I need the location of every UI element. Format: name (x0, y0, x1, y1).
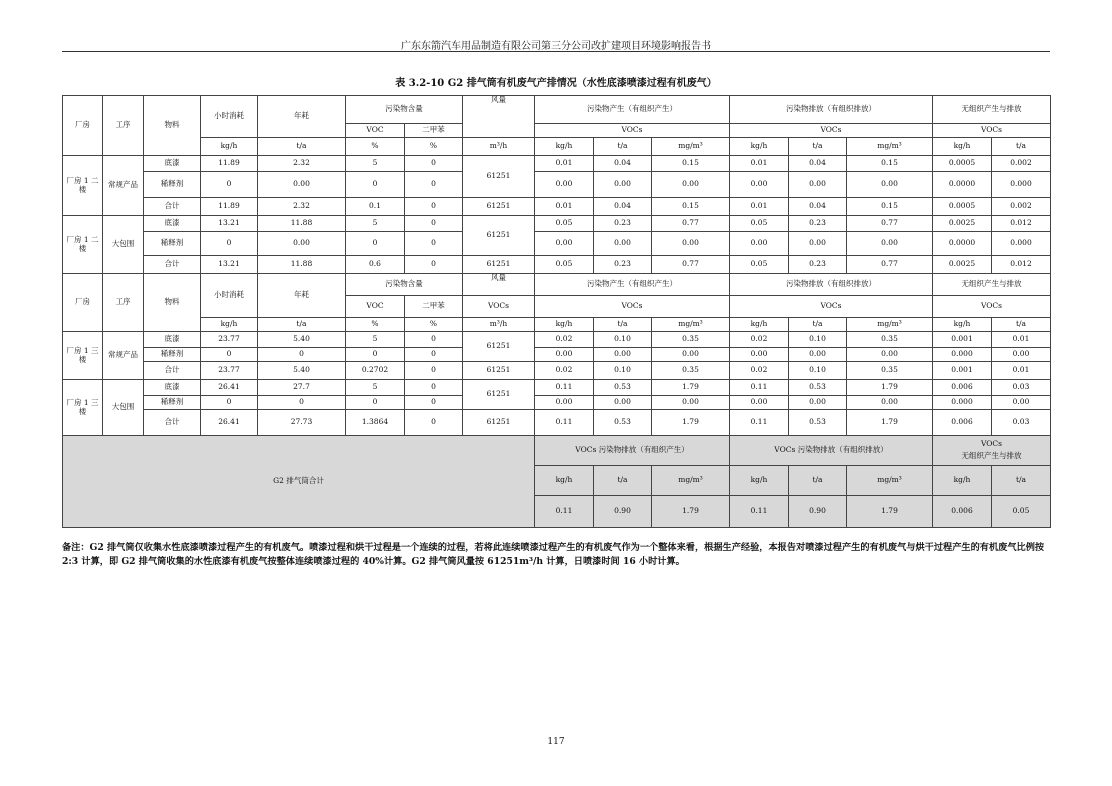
header-vocs: VOCs (933, 296, 1051, 318)
value-cell: 0.04 (594, 198, 652, 216)
value-cell: 0.05 (535, 216, 594, 232)
value-cell: 0 (405, 396, 463, 410)
value-cell: 0.04 (594, 156, 652, 172)
value-cell: 0.23 (594, 216, 652, 232)
value-cell: 0.53 (594, 410, 652, 436)
value-cell: 0.23 (789, 256, 847, 274)
value-cell: 0.01 (992, 362, 1051, 380)
value-cell: 0.35 (652, 332, 730, 348)
unit-cell: kg/h (201, 318, 258, 332)
value-cell: 0.02 (730, 362, 789, 380)
value-cell: 0.00 (789, 396, 847, 410)
value-cell: 0.00 (992, 396, 1051, 410)
value-cell: 0.01 (992, 332, 1051, 348)
value-cell: 0.00 (730, 232, 789, 256)
value-cell: 0.11 (730, 410, 789, 436)
header-hourly: 小时消耗 (201, 274, 258, 318)
value-cell: 0.001 (933, 332, 992, 348)
value-cell: 11.89 (201, 156, 258, 172)
page-number: 117 (547, 737, 565, 747)
table-row (63, 332, 1051, 348)
value-cell: 0.000 (992, 232, 1051, 256)
airflow-cell: 61251 (463, 380, 535, 410)
value-cell: 0.6 (346, 256, 405, 274)
unit-cell: t/a (789, 318, 847, 332)
table-row (63, 232, 1051, 256)
airflow-cell: 61251 (463, 216, 535, 256)
value-cell: 26.41 (201, 380, 258, 396)
value-cell: 0.1 (346, 198, 405, 216)
unit-cell: kg/h (730, 318, 789, 332)
value-cell: 23.77 (201, 362, 258, 380)
header-airflow: 风量 (463, 274, 535, 296)
unit-cell: kg/h (933, 318, 992, 332)
value-cell: 0 (405, 332, 463, 348)
header-content: 污染物含量 (346, 274, 463, 296)
header-unorganized: 无组织产生与排放 (933, 274, 1051, 296)
value-cell: 0.00 (535, 348, 594, 362)
table-caption: 表 3.2-10 G2 排气筒有机废气产排情况（水性底漆喷漆过程有机废气） (395, 78, 717, 89)
material-cell: 底漆 (144, 216, 201, 232)
header-airflow: 风量 (463, 96, 535, 138)
header-material: 物料 (144, 274, 201, 332)
value-cell: 0.77 (847, 256, 933, 274)
value-cell: 0.0000 (933, 172, 992, 198)
value-cell: 0.00 (652, 172, 730, 198)
value-cell: 0.00 (730, 396, 789, 410)
unit-cell: t/a (594, 318, 652, 332)
value-cell: 0.012 (992, 256, 1051, 274)
material-cell: 底漆 (144, 332, 201, 348)
value-cell: 0 (258, 348, 346, 362)
value-cell: 0.0005 (933, 156, 992, 172)
value-cell: 0.04 (789, 198, 847, 216)
value-cell: 1.79 (847, 380, 933, 396)
unit-cell: kg/h (201, 138, 258, 156)
table-body (63, 96, 1051, 528)
value-cell: 0.00 (789, 232, 847, 256)
header-process: 工序 (103, 274, 144, 332)
header-org-generation: 污染物产生（有组织产生） (535, 274, 730, 296)
value-cell: 0 (201, 172, 258, 198)
value-cell: 0 (258, 396, 346, 410)
header-factory: 厂房 (63, 274, 103, 332)
value-cell: 0.01 (535, 156, 594, 172)
value-cell: 1.3864 (346, 410, 405, 436)
header-vocs: VOCs (535, 124, 730, 138)
value-cell: 0.012 (992, 216, 1051, 232)
table-row (63, 172, 1051, 198)
value-cell: 0 (346, 172, 405, 198)
value-cell: 5 (346, 216, 405, 232)
material-cell: 合计 (144, 256, 201, 274)
value-cell: 0.11 (535, 380, 594, 396)
factory-cell: 厂房 1 三楼 (63, 332, 103, 380)
value-cell: 0.35 (847, 362, 933, 380)
value-cell: 0 (405, 172, 463, 198)
value-cell: 0.01 (535, 198, 594, 216)
value-cell: 0.0005 (933, 198, 992, 216)
unit-cell: t/a (258, 318, 346, 332)
value-cell: 0.02 (535, 362, 594, 380)
value-cell: 0.00 (847, 348, 933, 362)
value-cell: 11.89 (201, 198, 258, 216)
summary-unit-cell: kg/h (730, 466, 789, 496)
airflow-cell: 61251 (463, 332, 535, 362)
value-cell: 0.000 (933, 348, 992, 362)
material-cell: 合计 (144, 410, 201, 436)
value-cell: 0.10 (594, 332, 652, 348)
value-cell: 11.88 (258, 216, 346, 232)
value-cell: 0.23 (594, 256, 652, 274)
summary-unit-cell: kg/h (933, 466, 992, 496)
value-cell: 0.00 (652, 232, 730, 256)
unit-cell: % (405, 138, 463, 156)
value-cell: 1.79 (652, 380, 730, 396)
summary-unit-cell: t/a (992, 466, 1051, 496)
value-cell: 13.21 (201, 216, 258, 232)
header-factory: 厂房 (63, 96, 103, 156)
factory-cell: 厂房 1 二楼 (63, 216, 103, 274)
unit-cell: kg/h (933, 138, 992, 156)
value-cell: 0.15 (652, 198, 730, 216)
process-cell: 常规产品 (103, 332, 144, 380)
value-cell: 0 (405, 256, 463, 274)
unit-cell: kg/h (535, 318, 594, 332)
value-cell: 0.03 (992, 410, 1051, 436)
summary-value-cell: 0.90 (789, 496, 847, 528)
table-row (63, 348, 1051, 362)
value-cell: 0.10 (789, 332, 847, 348)
factory-cell: 厂房 1 三楼 (63, 380, 103, 436)
value-cell: 0.77 (652, 216, 730, 232)
value-cell: 0.2702 (346, 362, 405, 380)
summary-gen-title: VOCs 污染物排放（有组织产生） (535, 436, 730, 466)
value-cell: 0.00 (535, 396, 594, 410)
value-cell: 0.00 (594, 396, 652, 410)
value-cell: 5.40 (258, 362, 346, 380)
material-cell: 稀释剂 (144, 396, 201, 410)
value-cell: 0.15 (652, 156, 730, 172)
header-vocs: VOCs (730, 296, 933, 318)
unit-cell: t/a (789, 138, 847, 156)
value-cell: 0.00 (535, 232, 594, 256)
value-cell: 0.05 (730, 256, 789, 274)
unit-cell: % (346, 138, 405, 156)
value-cell: 0.002 (992, 156, 1051, 172)
value-cell: 0.03 (992, 380, 1051, 396)
summary-value-cell: 0.90 (594, 496, 652, 528)
table-row (63, 396, 1051, 410)
value-cell: 0.53 (789, 380, 847, 396)
summary-unit-cell: mg/m³ (847, 466, 933, 496)
value-cell: 0.00 (730, 348, 789, 362)
value-cell: 0.0025 (933, 216, 992, 232)
header-voc: VOC (346, 124, 405, 138)
value-cell: 0.35 (847, 332, 933, 348)
value-cell: 0.00 (992, 348, 1051, 362)
value-cell: 0.05 (730, 216, 789, 232)
value-cell: 1.79 (847, 410, 933, 436)
header-unorganized: 无组织产生与排放 (933, 96, 1051, 124)
value-cell: 0.05 (535, 256, 594, 274)
unit-cell: t/a (992, 138, 1051, 156)
value-cell: 0 (405, 348, 463, 362)
value-cell: 0.00 (594, 172, 652, 198)
table-row (63, 362, 1051, 380)
unit-cell: mg/m³ (847, 318, 933, 332)
unit-cell: kg/h (535, 138, 594, 156)
value-cell: 61251 (463, 410, 535, 436)
table-row (63, 96, 1051, 124)
table-row (63, 410, 1051, 436)
value-cell: 2.32 (258, 156, 346, 172)
value-cell: 0.23 (789, 216, 847, 232)
value-cell: 27.73 (258, 410, 346, 436)
value-cell: 5 (346, 156, 405, 172)
header-annual: 年耗 (258, 96, 346, 138)
value-cell: 26.41 (201, 410, 258, 436)
header-org-emission: 污染物排放（有组织排放） (730, 96, 933, 124)
header-org-emission: 污染物排放（有组织排放） (730, 274, 933, 296)
value-cell: 0 (405, 156, 463, 172)
table-row (63, 380, 1051, 396)
value-cell: 0.0025 (933, 256, 992, 274)
value-cell: 0 (405, 216, 463, 232)
value-cell: 0.35 (652, 362, 730, 380)
summary-value-cell: 1.79 (652, 496, 730, 528)
material-cell: 稀释剂 (144, 348, 201, 362)
value-cell: 0.00 (847, 396, 933, 410)
unit-cell: % (346, 318, 405, 332)
header-vocs: VOCs (730, 124, 933, 138)
value-cell: 0 (346, 348, 405, 362)
summary-unit-cell: kg/h (535, 466, 594, 496)
unit-cell: % (405, 318, 463, 332)
unit-cell: t/a (594, 138, 652, 156)
value-cell: 0.11 (730, 380, 789, 396)
summary-unit-cell: t/a (594, 466, 652, 496)
unit-cell: t/a (258, 138, 346, 156)
summary-unit-cell: t/a (789, 466, 847, 496)
value-cell: 0.02 (730, 332, 789, 348)
process-cell: 大包围 (103, 216, 144, 274)
material-cell: 合计 (144, 198, 201, 216)
value-cell: 0 (346, 396, 405, 410)
value-cell: 1.79 (652, 410, 730, 436)
value-cell: 5 (346, 380, 405, 396)
summary-emit-title: VOCs 污染物排放（有组织排放） (730, 436, 933, 466)
summary-unorg-title-line1: VOCs (980, 439, 1003, 449)
value-cell: 0.77 (652, 256, 730, 274)
unit-cell: m³/h (463, 318, 535, 332)
unit-cell: kg/h (730, 138, 789, 156)
value-cell: 0.00 (789, 172, 847, 198)
table-row (63, 256, 1051, 274)
table-row (63, 216, 1051, 232)
value-cell: 0.77 (847, 216, 933, 232)
summary-value-cell: 0.006 (933, 496, 992, 528)
value-cell: 0.53 (789, 410, 847, 436)
value-cell: 5 (346, 332, 405, 348)
value-cell: 0 (201, 232, 258, 256)
header-org-generation: 污染物产生（有组织产生） (535, 96, 730, 124)
process-cell: 大包围 (103, 380, 144, 436)
table-row (63, 138, 1051, 156)
unit-cell: mg/m³ (847, 138, 933, 156)
summary-value-cell: 1.79 (847, 496, 933, 528)
summary-value-cell: 0.05 (992, 496, 1051, 528)
value-cell: 0.006 (933, 380, 992, 396)
value-cell: 0.00 (258, 172, 346, 198)
summary-unit-cell: mg/m³ (652, 466, 730, 496)
unit-cell: mg/m³ (652, 318, 730, 332)
header-divider (62, 51, 1050, 52)
table-row (63, 274, 1051, 296)
value-cell: 0 (346, 232, 405, 256)
value-cell: 11.88 (258, 256, 346, 274)
value-cell: 0.00 (847, 232, 933, 256)
header-vocs: VOCs (933, 124, 1051, 138)
value-cell: 61251 (463, 198, 535, 216)
summary-unorg-title-line2: 无组织产生与排放 (961, 451, 1022, 460)
header-hourly: 小时消耗 (201, 96, 258, 138)
factory-cell: 厂房 1 二楼 (63, 156, 103, 216)
table-row (63, 156, 1051, 172)
value-cell: 0.11 (535, 410, 594, 436)
value-cell: 0 (405, 232, 463, 256)
material-cell: 底漆 (144, 380, 201, 396)
table-row (63, 436, 1051, 466)
value-cell: 2.32 (258, 198, 346, 216)
value-cell: 0 (405, 198, 463, 216)
value-cell: 0.00 (594, 348, 652, 362)
value-cell: 0.15 (847, 156, 933, 172)
value-cell: 0.10 (789, 362, 847, 380)
material-cell: 底漆 (144, 156, 201, 172)
emission-table (62, 95, 1051, 528)
value-cell: 5.40 (258, 332, 346, 348)
header-vocs: VOCs (463, 296, 535, 318)
value-cell: 13.21 (201, 256, 258, 274)
value-cell: 0.006 (933, 410, 992, 436)
value-cell: 0.01 (730, 198, 789, 216)
header-content: 污染物含量 (346, 96, 463, 124)
header-process: 工序 (103, 96, 144, 156)
page-header: 广东东箭汽车用品制造有限公司第三分公司改扩建项目环境影响报告书 (401, 41, 711, 52)
value-cell: 0.00 (535, 172, 594, 198)
unit-cell: t/a (992, 318, 1051, 332)
table-row (63, 198, 1051, 216)
value-cell: 23.77 (201, 332, 258, 348)
value-cell: 0.00 (652, 348, 730, 362)
header-xylene: 二甲苯 (405, 296, 463, 318)
summary-value-cell: 0.11 (535, 496, 594, 528)
value-cell: 0 (201, 348, 258, 362)
value-cell: 0.002 (992, 198, 1051, 216)
airflow-cell: 61251 (463, 156, 535, 198)
value-cell: 0 (405, 362, 463, 380)
value-cell: 27.7 (258, 380, 346, 396)
value-cell: 0.000 (933, 396, 992, 410)
unit-cell: m³/h (463, 138, 535, 156)
value-cell: 0.001 (933, 362, 992, 380)
value-cell: 61251 (463, 362, 535, 380)
value-cell: 0.00 (594, 232, 652, 256)
material-cell: 合计 (144, 362, 201, 380)
header-annual: 年耗 (258, 274, 346, 318)
value-cell: 0.01 (730, 156, 789, 172)
table-note: 备注：G2 排气筒仅收集水性底漆喷漆过程产生的有机废气。喷漆过程和烘干过程是一个连续的过程，若将此连续喷漆过程产生的有机废气作为一个整体来看，根据生产经验，本报告对喷漆过程产生的有机废气与烘干过程产生的有机废气比例按 2:3 计算，即 G2 排气筒收集的水性底漆有机废气按整体连续喷漆过程的 40%计算。G2 排气筒风量按 61251m³/h 计算，日喷漆时间 16 小时计算。 (62, 542, 1045, 567)
material-cell: 稀释剂 (144, 232, 201, 256)
process-cell: 常规产品 (103, 156, 144, 216)
header-voc: VOC (346, 296, 405, 318)
table-row (63, 318, 1051, 332)
summary-label: G2 排气筒合计 (63, 436, 535, 528)
header-xylene: 二甲苯 (405, 124, 463, 138)
value-cell: 0.00 (730, 172, 789, 198)
header-vocs: VOCs (535, 296, 730, 318)
summary-value-cell: 0.11 (730, 496, 789, 528)
value-cell: 0.00 (789, 348, 847, 362)
summary-unorg-title (933, 436, 1051, 466)
value-cell: 0 (201, 396, 258, 410)
value-cell: 0.02 (535, 332, 594, 348)
value-cell: 0.0000 (933, 232, 992, 256)
value-cell: 0.04 (789, 156, 847, 172)
material-cell: 稀释剂 (144, 172, 201, 198)
value-cell: 0 (405, 380, 463, 396)
value-cell: 0.00 (847, 172, 933, 198)
value-cell: 0.53 (594, 380, 652, 396)
value-cell: 61251 (463, 256, 535, 274)
value-cell: 0.00 (258, 232, 346, 256)
header-material: 物料 (144, 96, 201, 156)
value-cell: 0.15 (847, 198, 933, 216)
unit-cell: mg/m³ (652, 138, 730, 156)
value-cell: 0.00 (652, 396, 730, 410)
value-cell: 0 (405, 410, 463, 436)
value-cell: 0.000 (992, 172, 1051, 198)
value-cell: 0.10 (594, 362, 652, 380)
